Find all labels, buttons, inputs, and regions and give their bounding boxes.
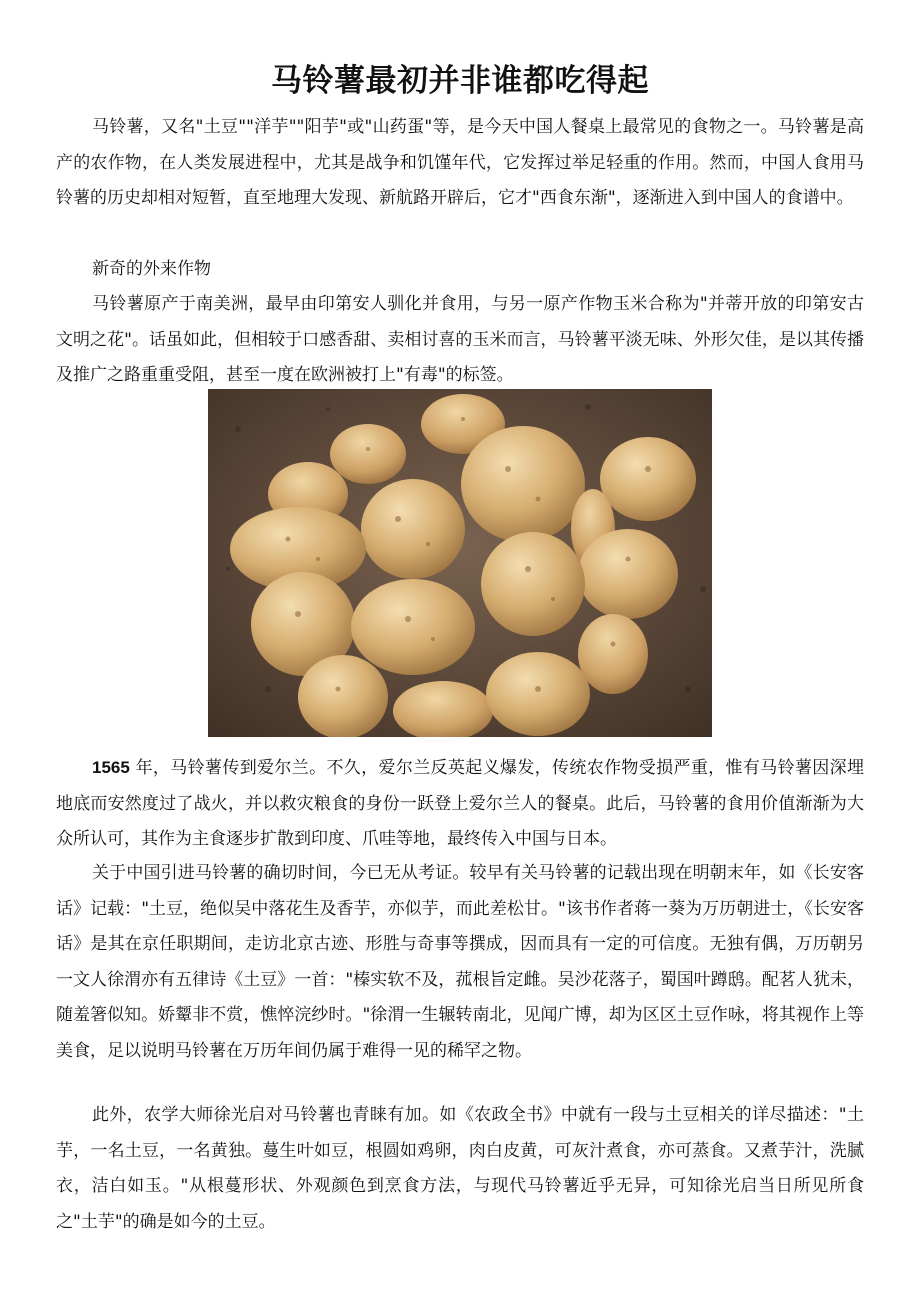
year-1565: 1565	[92, 758, 130, 777]
paragraph-ireland	[56, 750, 864, 858]
potato-illustration	[208, 389, 712, 737]
paragraph-ireland-text: 年，马铃薯传到爱尔兰。不久，爱尔兰反英起义爆发，传统农作物受损严重，惟有马铃薯因深埋地底而安然度过了战火，并以救灾粮食的身份一跃登上爱尔兰人的餐桌。此后，马铃薯的食用价值渐渐为大众所认可，其作为主食逐步扩散到印度、爪哇等地，最终传入中国与日本。	[56, 758, 864, 849]
paragraph-intro: 马铃薯，又名"土豆""洋芋""阳芋"或"山药蛋"等，是今天中国人餐桌上最常见的食物之一。马铃薯是高产的农作物，在人类发展进程中，尤其是战争和饥馑年代，它发挥过举足轻重的作用。然而，中国人食用马铃薯的历史却相对短暂，直至地理大发现、新航路开辟后，它才"西食东渐"，逐渐进入到中国人的食谱中。	[56, 117, 864, 208]
paragraph-china: 关于中国引进马铃薯的确切时间，今已无从考证。较早有关马铃薯的记载出现在明朝末年，如《长安客话》记载："土豆，绝似吴中落花生及香芋，亦似芋，而此差松甘。"该书作者蒋一葵为万历朝进士，《长安客话》是其在京任职期间，走访北京古迹、形胜与奇事等撰成，因而具有一定的可信度。无独有偶，万历朝另一文人徐渭亦有五律诗《土豆》一首："榛实软不及，菰根旨定雌。吴沙花落子，蜀国叶蹲鸱。配茗人犹未，随羞箸似知。娇颦非不赏，憔悴浣纱时。"徐渭一生辗转南北，见闻广博，却为区区土豆作咏，将其视作上等美食，足以说明马铃薯在万历年间仍属于难得一见的稀罕之物。	[56, 863, 864, 1061]
article-title: 马铃薯最初并非谁都吃得起	[271, 63, 649, 99]
paragraph-origin: 马铃薯原产于南美洲，最早由印第安人驯化并食用，与另一原产作物玉米合称为"并蒂开放的印第安古文明之花"。话虽如此，但相较于口感香甜、卖相讨喜的玉米而言，马铃薯平淡无味、外形欠佳，是以其传播及推广之路重重受阻，甚至一度在欧洲被打上"有毒"的标签。	[56, 294, 864, 385]
section-heading: 新奇的外来作物	[92, 259, 211, 279]
paragraph-xu-guangqi: 此外，农学大师徐光启对马铃薯也青睐有加。如《农政全书》中就有一段与土豆相关的详尽描述："土芋，一名土豆，一名黄独。蔓生叶如豆，根圆如鸡卵，肉白皮黄，可灰汁煮食，亦可蒸食。又煮芋汁，洗腻衣，洁白如玉。"从根蔓形状、外观颜色到烹食方法，与现代马铃薯近乎无异，可知徐光启当日所见所食之"土芋"的确是如今的土豆。	[56, 1105, 864, 1232]
potato-photo	[208, 389, 712, 737]
